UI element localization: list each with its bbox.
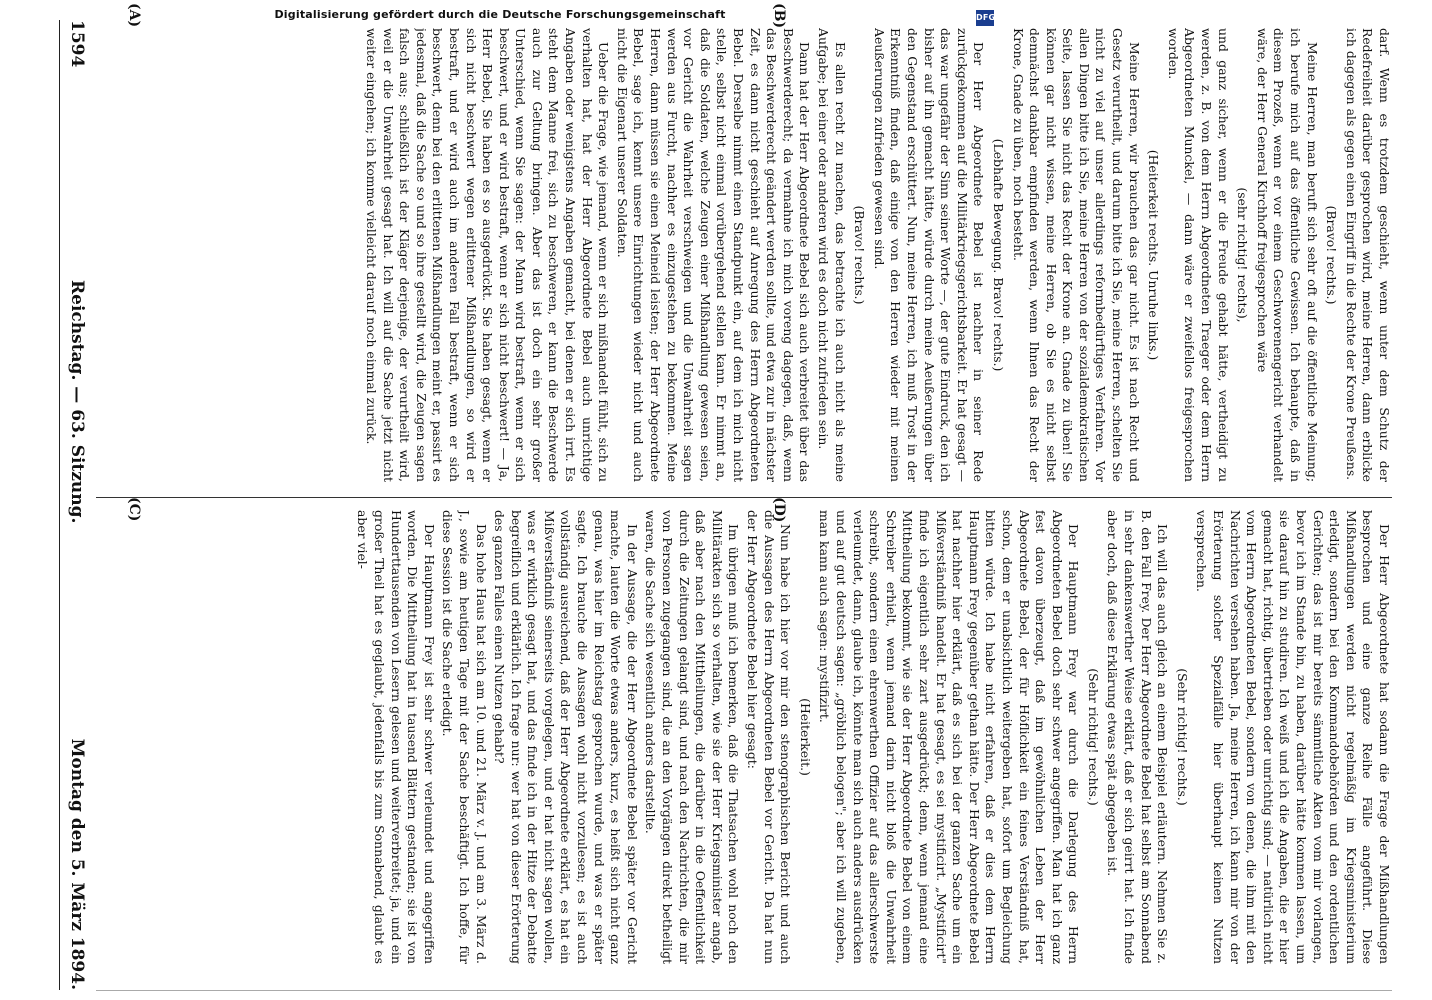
interjection: (sehr richtig! rechts), <box>1235 187 1251 323</box>
paragraph: Meine Herren, wir brauchen das gar nicht. Es ist nach Recht und Gesetz verurtheilt, und darum bitte ich Sie, meine Herren, schelten Sie nicht zu viel auf unser allerdings reformbedürftiges Verfahren. Vor allen Dingen bitte ich Sie, meine Herren von der sozialdemokratischen Seite, lassen Sie nicht das Recht der Krone an. Gnade zu üben! Sie können gar nicht wissen, meine Herren, ob Sie es nicht selbst demnächst dankbar empfinden werden, wenn Ihnen das Recht der Krone, Gnade zu üben, noch besteht. <box>1010 28 1142 482</box>
paragraph: und ganz sicher, wenn er die Freude gehabt hätte, vertheidigt zu werden, z. B. von dem Herrn Abgeordneten Traeger oder dem Herrn Abgeordneten Munckel, — dann wäre er zweifellos freigesprochen worden. <box>1165 28 1231 482</box>
header-rule <box>59 20 60 990</box>
paragraph: Das hohe Haus hat sich am 10. und 21. März v. J. und am 3. März d. J., sowie am heutigen Tage mit der Sache beschäftigt. Ich hoffe, für diese Session ist die Sache erledigt. <box>440 510 489 964</box>
paragraph: Ueber die Frage, wie jemand, wenn er sich mißhandelt fühlt, sich zu verhalten hat, hat der Herr Abgeordnete Bebel auch unrichtige Angaben oder wenigstens Angaben gemacht, bei denen er sich irrt. Es steht dem Manne frei, sich zu beschweren, er kann die Beschwerde auch zur Geltung bringen. Aber das ist doch ein sehr großer Unterschied, wenn Sie sagen: der Mann wird bestraft, wenn er sich beschwert, und er wird bestraft, wenn er sich nicht beschwert! — Ja, Herr Bebel, Sie haben es so ausgedrückt. Sie haben gesagt, wenn er sich nicht beschwert wegen erlittener Mißhandlungen, so wird er bestraft, und er wird auch im anderen Fall bestraft, wenn er sich beschwert, denn bei den erlittenen Mißhandlungen meint er, passirt es jedesmal, daß die Sache so und so ihre gestellt wird, die Zeugen sagen falsch aus; schließlich ist der Kläger derjenige, der verurtheilt wird, weil er die Unwahrheit gesagt hat. Ich will auf die Sache jetzt nicht weiter eingehen; ich komme vielleicht darauf noch einmal zurück. <box>363 28 612 482</box>
marker-a: (A) <box>126 3 142 28</box>
column-divider-right <box>96 990 1392 991</box>
dfg-logo: DFG <box>976 10 994 26</box>
header-date: Montag den 5. März 1894. <box>67 738 87 990</box>
column-divider <box>96 497 1392 498</box>
paragraph: Es allen recht zu machen, das betrachte ich auch nicht als meine Aufgabe; bei einer oder anderen wird es doch nicht zufrieden sein. <box>816 28 848 482</box>
left-column <box>96 28 1392 482</box>
paragraph: Der Herr Abgeordnete Bebel ist nachher in seiner Rede zurückgekommen auf die Militärkriegsgerichtsbarkeit. Er hat gesagt — das war ungefähr der Sinn seiner Worte —, der gute Eindruck, den ich bisher auf ihn gemacht hätte, würde durch meine Aeußerungen über den Gegenstand erschüttert. Nun, meine Herren, ich muß Trost in der Erkenntniß finden, daß einige von den Herren wieder mit meinen Aeußerungen zufrieden gewesen sind. <box>871 28 987 482</box>
margin-note-text: Digitalisierung gefördert durch die Deutsche Forschungsgemeinschaft <box>274 8 726 21</box>
paragraph: Ich will das auch gleich an einem Beispiel erläutern. Nehmen Sie z. B. den Fall Frey. Der Herr Abgeordnete Bebel hat selbst am Sonnabend in sehr dankenswerther Weise erklärt, daß er sich geirrt hat. Ich finde aber doch, daß diese Erklärung etwas spät abgegeben ist. <box>1105 510 1171 964</box>
interjection: (Sehr richtig! rechts.) <box>1174 668 1190 806</box>
page-number: 1594 <box>67 20 87 68</box>
paragraph: Dann hat der Herr Abgeordnete Bebel sich auch verbreitet über das Beschwerderecht; da vermahne ich mich voreng dagegen, daß, wenn das Beschwerderecht geändert werden sollte, und etwa zur in nächster Zeit, es dann nicht geschieht auf Anregung des Herrn Abgeordneten Bebel. Derselbe nimmt einen Standpunkt ein, auf dem ich mich nicht stelle, selbst nicht einmal vorübergehend stellen kann. Er nimmt an, daß die Soldaten, welche Zeugen einer Mißhandlung gewesen seien, vor Gericht die Wahrheit verschweigen und die Unwahrheit sagen werden aus Furcht, nachher es einzugestehen zu bekommen. Meine Herren, dann müssen sie einen Meineid leisten; der Herr Abgeordnete Bebel, sage ich, kennt unsere Einrichtungen wieder nicht und auch nicht die Eigenart unserer Soldaten. <box>614 28 813 482</box>
right-column <box>96 510 1392 964</box>
paragraph: Der Hauptmann Frey war durch die Darlegung des Herrn Abgeordneten Bebel doch sehr schwer angegriffen. Man hat ich ganz fest davon überzeugt, daß im gewöhnlichen Leben der Herr Abgeordnete Bebel, der für Höflichkeit ein feines Verständniß hat, schon, dem er unabsichtlich weitergeben hat, sofort um Begleichung bitten würde. Ich habe nicht erfahren, daß er dies dem Herrn Hauptmann Frey gegenüber gethan hätte. Der Herr Abgeordnete Bebel hat nachher hier erklärt, daß es sich bei der ganzen Sache um ein Mißverständniß handelt. Er hat gesagt, es sei mystificirt. „Mystificirt" finde ich eigentlich sehr zart ausgedrückt; denn, wenn jemand eine Mittheilung bekommt, wie sie der Herr Abgeordnete Bebel von einem Schreiber erhielt, wenn jemand darin nicht bloß die Unwahrheit schreibt, sondern einen ehrenwerthen Offizier auf das allerschwerste verleumdet, dann, glaube ich, könnte man sich auch anders ausdrücken und auf gut deutsch sagen: „gröblich belogen"; aber ich will zugeben, man kann auch sagen: mystifizirt. <box>817 510 1082 964</box>
paragraph: Der Hauptmann Frey ist sehr schwer verleumdet und angegriffen worden. Die Mittheilung hat in tausend Blättern gestanden; sie ist von Hunderttausenden von Lesern gelesen und weiterverbreitet; ja, und ein großer Theil hat es geglaubt, jedenfalls bis zum Sonnabend, glaubt es aber viel- <box>355 510 437 964</box>
interjection: (Lebhafte Bewegung. Bravo! rechts.) <box>990 138 1006 372</box>
paragraph: darf. Wenn es trotzdem geschieht, wenn unter dem Schutz der Redefreiheit darüber gesprochen wird, meine Herren, dann erblicke ich dagegen als gegen einen Eingriff in die Rechte der Krone Preußens. <box>1343 28 1392 482</box>
paragraph: Meine Herren, man beruft sich sehr oft auf die öffentliche Meinung; ich berufe mich auf das öffentliche Gewissen. Ich behaupte, daß in diesem Prozeß, wenn er vor einem Geschworenengericht verhandelt wäre, der Herr General Kirchhoff freigesprochen wäre <box>1254 28 1320 482</box>
marker-c: (C) <box>126 497 142 522</box>
paragraph: In der Aussage, die der Herr Abgeordnete Bebel später vor Gericht machte, lauten die Worte etwas anders, kurz, es heißt sich nicht ganz genau, was hier im Reichstag gesprochen wurde, und was er später sagte. Ich brauche die Aussagen wohl nicht vorzulesen; es ist auch vollständig ausreichend, daß der Herr Abgeordnete erklärt, es hat ein Mißverständniß seinerseits vorgelegen, und er hat nicht sagen wollen, was er wirklich gesagt hat, und das finde ich in der Hitze der Debatte begreiflich und erklärlich. Ich frage nur: wer hat von dieser Erörterung des ganzen Falles einen Nutzen gehabt? <box>492 510 640 964</box>
interjection: (Bravo! rechts.) <box>1324 205 1340 305</box>
marker-d: (D) <box>771 497 787 523</box>
interjection: (Heiterkeit rechts. Unruhe links.) <box>1146 149 1162 361</box>
paragraph: Im übrigen muß ich bemerken, daß die Thatsachen wohl noch den Militärakten sich so verhalten, wie sie der Herr Kriegsminister angab, daß aber nach den Mittheilungen, die darüber in die Oeffentlichkeit durch die Zeitungen gelangt sind, und nach den Nachrichten, die mir von Personen zugegangen sind, die an den Vorgängen direkt betheiligt waren, die Sache sich wesentlich anders darstellte. <box>643 510 742 964</box>
interjection: (Bravo! rechts.) <box>852 205 868 305</box>
interjection: (Sehr richtig! rechts.) <box>1085 668 1101 806</box>
marker-b: (B) <box>771 3 787 29</box>
page-header <box>63 20 87 990</box>
paragraph: Der Herr Abgeordnete hat sodann die Frage der Mißhandlungen besprochen und eine ganze Reihe Fälle angeführt. Diese Mißhandlungen werden nicht regelmäßig im Kriegsministerium erledigt, sondern bei den Kommandobehörden und den ordentlichen Gerichten; das ist mir bereits sämmtliche Akten vom mir vorlangen, bevor ich im Stande bin, zu haben, darüber hätte kommen lassen, um sie darauf hin zu studiren. Ich weiß und ich die Angaben, die er hier gemacht hat, richtig, übertrieben oder unrichtig sind; — natürlich nicht vom Herrn Abgeordneten Bebel, sondern von denen, die ihm mit den Nachrichten versehen haben. Ja, meine Herren, ich kann mir von der Erörterung solcher Spezialfälle hier überhaupt keinen Nutzen versprechen. <box>1194 510 1392 964</box>
paragraph: Nun habe ich hier vor mir den stenographischen Bericht und auch die Aussagen des Herrn Abgeordneten Bebel vor Gericht. Da hat nun der Herr Abgeordnete Bebel hier gesagt: <box>745 510 794 964</box>
interjection: (Heiterkeit.) <box>797 698 813 776</box>
header-title: Reichstag. — 63. Sitzung. <box>67 280 87 524</box>
